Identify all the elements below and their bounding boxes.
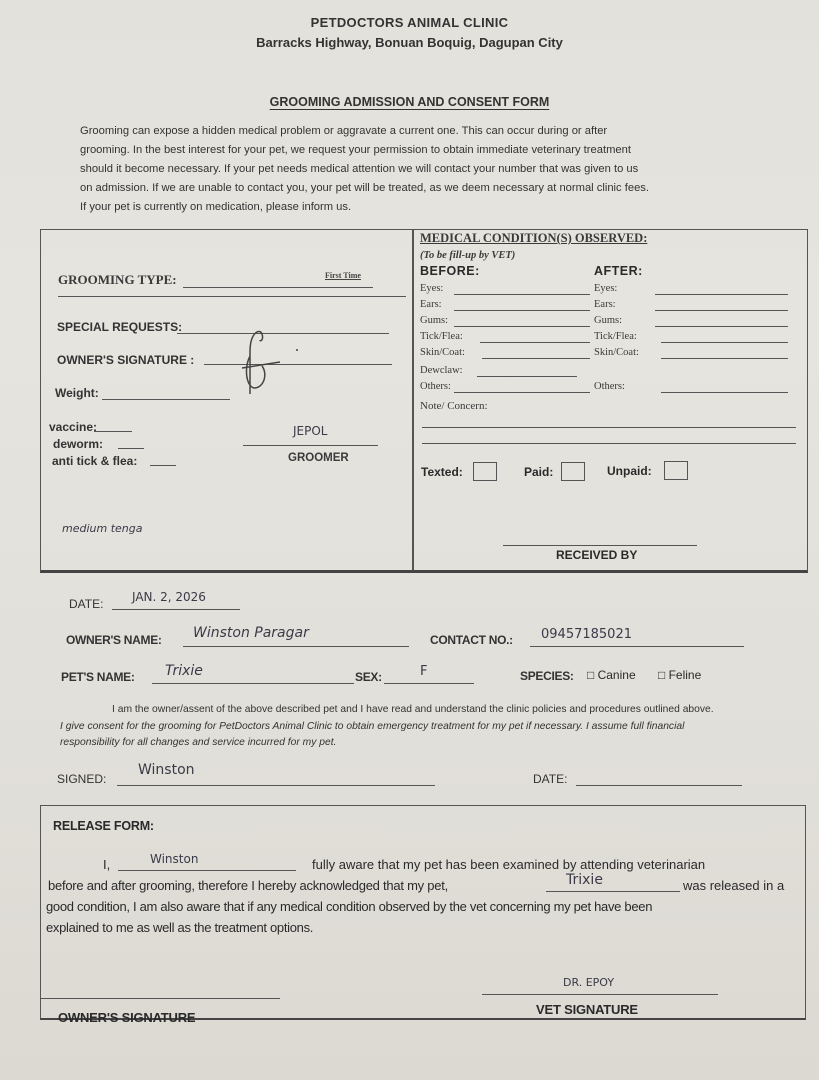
box-divider (412, 229, 414, 570)
release-pet-value: Trixie (566, 872, 603, 888)
before-field[interactable] (477, 376, 577, 377)
contact-field[interactable] (530, 646, 744, 647)
intro-line: should it become necessary. If your pet needs medical attention we will contact your number that was given to us (80, 163, 639, 175)
before-tickflea-label: Tick/Flea: (420, 331, 463, 342)
weight-label: Weight: (55, 386, 99, 400)
after-others-label: Others: (594, 381, 625, 392)
paid-checkbox[interactable] (561, 462, 585, 481)
release-owner-value: Winston (150, 852, 199, 866)
owner-name-value: Winston Paragar (193, 625, 309, 641)
intro-line: on admission. If we are unable to contact you, your pet will be treated, as we deem necessary at normal clinic fees. (80, 182, 649, 194)
signed-label: SIGNED: (57, 772, 107, 786)
deworm-label: deworm: (53, 437, 104, 451)
vet-signature-label: VET SIGNATURE (536, 1002, 638, 1017)
before-field[interactable] (480, 342, 590, 343)
note-concern-line-1[interactable] (422, 427, 796, 428)
species-label: SPECIES: (520, 669, 574, 683)
before-field[interactable] (454, 294, 590, 295)
after-eyes-label: Eyes: (594, 283, 618, 294)
date-label: DATE: (69, 597, 104, 611)
pet-name-label: PET'S NAME: (61, 670, 135, 684)
deworm-field[interactable] (118, 448, 144, 449)
grooming-type-value: First Time (325, 271, 361, 280)
unpaid-label: Unpaid: (607, 464, 652, 478)
date-field[interactable] (112, 609, 240, 610)
before-field[interactable] (482, 358, 590, 359)
species-canine-option[interactable] (587, 668, 636, 682)
special-requests-label: SPECIAL REQUESTS: (57, 320, 183, 334)
after-ears-label: Ears: (594, 299, 616, 310)
groomer-signature-value: JEPOL (293, 424, 328, 438)
vet-signature-value: DR. EPOY (563, 976, 615, 989)
after-skincoat-label: Skin/Coat: (594, 347, 639, 358)
after-field[interactable] (655, 326, 788, 327)
before-dewclaw-label: Dewclaw: (420, 365, 463, 376)
release-owner-field[interactable] (118, 870, 296, 871)
owner-signature-scribble (240, 322, 300, 398)
anti-tick-flea-label: anti tick & flea: (52, 454, 138, 468)
medical-subtitle: (To be fill-up by VET) (420, 250, 516, 261)
grooming-type-extra-line (58, 296, 406, 297)
consent-line-3: responsibility for all changes and service incurred for my pet. (60, 737, 337, 748)
release-pet-field[interactable] (546, 891, 680, 892)
after-label: AFTER: (594, 264, 643, 278)
note-concern-line-2[interactable] (422, 443, 796, 444)
canine-label: Canine (597, 668, 636, 682)
vaccine-field[interactable] (94, 431, 132, 432)
contact-label: CONTACT NO.: (430, 633, 513, 647)
vaccine-label: vaccine: (49, 420, 98, 434)
clinic-address: Barracks Highway, Bonuan Boquig, Dagupan City (256, 35, 563, 50)
sex-value: F (420, 664, 428, 679)
feline-checkbox-icon[interactable]: □ (658, 668, 666, 682)
received-by-label: RECEIVED BY (556, 548, 638, 562)
canine-checkbox-icon[interactable]: □ (587, 668, 595, 682)
after-field[interactable] (661, 358, 788, 359)
after-field[interactable] (655, 310, 788, 311)
handwritten-note: medium tenga (62, 522, 143, 535)
owner-name-field[interactable] (183, 646, 409, 647)
species-feline-option[interactable] (658, 668, 701, 682)
sex-label: SEX: (355, 670, 382, 684)
grooming-type-field[interactable] (183, 287, 373, 288)
sex-field[interactable] (384, 683, 474, 684)
date-value: JAN. 2, 2026 (132, 590, 206, 604)
owner-name-label: OWNER'S NAME: (66, 633, 162, 647)
anti-tick-flea-field[interactable] (150, 465, 176, 466)
texted-label: Texted: (421, 465, 463, 479)
intro-line: Grooming can expose a hidden medical problem or aggravate a current one. This can occur during or after (80, 125, 608, 137)
before-ears-label: Ears: (420, 299, 442, 310)
before-gums-label: Gums: (420, 315, 449, 326)
intro-paragraph (80, 122, 730, 217)
after-tickflea-label: Tick/Flea: (594, 331, 637, 342)
clinic-name: PETDOCTORS ANIMAL CLINIC (310, 15, 509, 30)
weight-field[interactable] (102, 399, 230, 400)
consent-line-1: I am the owner/assent of the above described pet and I have read and understand the clinic policies and procedures outlined above. (112, 704, 714, 715)
groomer-label: GROOMER (288, 452, 349, 464)
intro-line: If your pet is currently on medication, please inform us. (80, 201, 352, 213)
release-i-label: I, (103, 857, 111, 872)
release-text-4: good condition, I am also aware that if any medical condition observed by the vet concerning my pet have been (46, 899, 653, 914)
after-field[interactable] (661, 342, 788, 343)
unpaid-checkbox[interactable] (664, 461, 688, 480)
intro-line: grooming. In the best interest for your pet, we request your permission to obtain immediate veterinary treatment (80, 144, 631, 156)
owner-signature-label: OWNER'S SIGNATURE : (57, 353, 195, 367)
before-label: BEFORE: (420, 264, 480, 278)
after-field[interactable] (661, 392, 788, 393)
release-text-2: before and after grooming, therefore I hereby acknowledged that my pet, (48, 878, 448, 893)
before-field[interactable] (454, 310, 590, 311)
groomer-signature-line[interactable] (243, 445, 378, 446)
paid-label: Paid: (524, 465, 554, 479)
release-text-1: fully aware that my pet has been examined by attending veterinarian (312, 857, 706, 872)
release-owner-signature-line[interactable] (40, 998, 280, 999)
release-text-3: was released in a (683, 878, 785, 893)
after-field[interactable] (655, 294, 788, 295)
contact-value: 09457185021 (541, 627, 632, 642)
pet-name-value: Trixie (165, 663, 203, 679)
feline-label: Feline (668, 668, 702, 682)
before-field[interactable] (454, 392, 590, 393)
consent-line-2: I give consent for the grooming for PetDoctors Animal Clinic to obtain emergency treatment for my pet if necessary. I assume full financial (60, 721, 685, 732)
form-title-text: GROOMING ADMISSION AND CONSENT FORM (269, 95, 550, 109)
release-text-5: explained to me as well as the treatment options. (46, 920, 314, 935)
signed-field[interactable] (117, 785, 435, 786)
before-eyes-label: Eyes: (420, 283, 444, 294)
grooming-type-label: GROOMING TYPE: (58, 272, 177, 287)
release-owner-signature-label: OWNER'S SIGNATURE (58, 1010, 196, 1025)
form-title (0, 95, 819, 109)
received-by-line[interactable] (503, 545, 697, 546)
consent-date-field[interactable] (576, 785, 742, 786)
medical-title: MEDICAL CONDITION(S) OBSERVED: (420, 231, 648, 245)
pet-name-field[interactable] (152, 683, 354, 684)
after-gums-label: Gums: (594, 315, 623, 326)
note-concern-label: Note/ Concern: (420, 400, 488, 412)
before-field[interactable] (454, 326, 590, 327)
signed-value: Winston (138, 762, 195, 778)
before-skincoat-label: Skin/Coat: (420, 347, 465, 358)
release-title: RELEASE FORM: (53, 819, 154, 833)
consent-date-label: DATE: (533, 772, 568, 786)
before-others-label: Others: (420, 381, 451, 392)
texted-checkbox[interactable] (473, 462, 497, 481)
vet-signature-line[interactable] (482, 994, 718, 995)
